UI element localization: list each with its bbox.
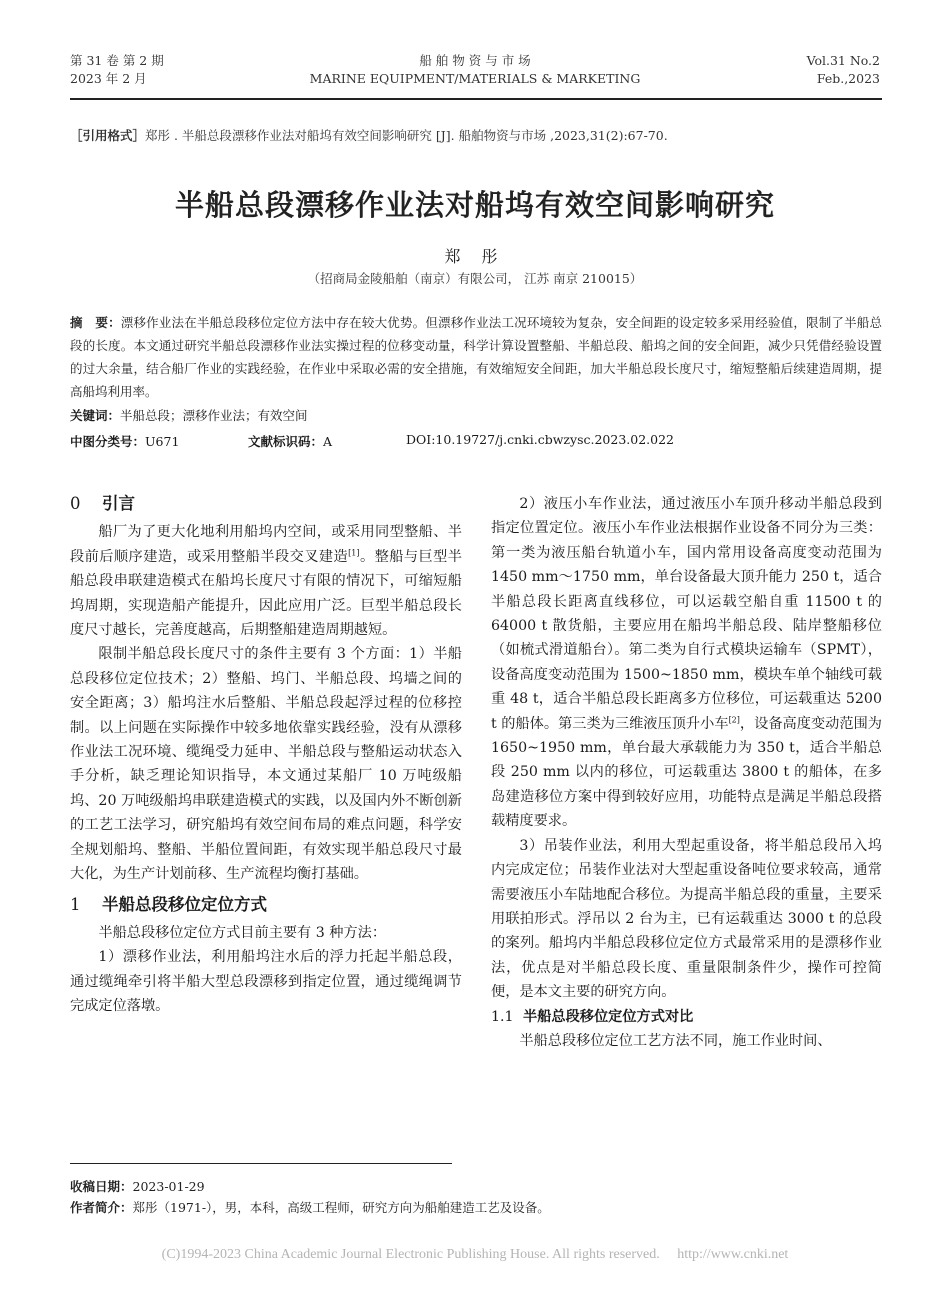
volume-issue: 第 31 卷 第 2 期 [70, 53, 164, 68]
received-value: 2023-01-29 [132, 1179, 205, 1194]
subsection-title: 半船总段移位定位方式对比 [523, 1008, 694, 1025]
paper-title: 半船总段漂移作业法对船坞有效空间影响研究 [174, 188, 775, 222]
author-name: 郑 彤 [444, 247, 506, 266]
keywords-text: 半船总段；漂移作业法；有效空间 [120, 408, 308, 423]
author-affiliation: （招商局金陵船舶（南京）有限公司， 江苏 南京 210015） [307, 271, 643, 286]
subsection-number: 1.1 [491, 1008, 514, 1025]
doi: DOI:10.19727/j.cnki.cbwzysc.2023.02.022 [406, 432, 674, 447]
section-title: 引言 [102, 494, 135, 513]
paragraph: 2）液压小车作业法，通过液压小车顶升移动半船总段到指定位置定位。液压小车作业法根据作业设备不同分为三类：第一类为液压船台轨道小车，国内常用设备高度变动范围为 1450 mm～1750 mm，单台设备最大顶升能力 250 t，适合半船总段长距离直线移位，可以运载空船自重 11500 t 的 64000 t 散货船，主要应用在船坞半船总段、陆岸整船移位（如梳式滑道船台）。第二类为自行式模块运输车（SPMT），设备高度变动范围为 1500~1850 mm，模块车单个轴线可载重 48 t，适合半船总段长距离多方位移位，可运载重达 5200 t 的船体。第三类为三维液压顶升小车[2]，设备高度变动范围为 1650~1950 mm，单台最大承载能力为 350 t，适合半船总段 250 mm 以内的移位，可运载重达 3800 t 的船体，在多岛建造移位方案中得到较好应用，功能特点是满足半船总段搭载精度要求。 [491, 496, 882, 830]
document-code-value: A [323, 434, 333, 449]
paragraph: 3）吊装作业法，利用大型起重设备，将半船总段吊入坞内完成定位；吊装作业法对大型起重设备吨位要求较高，通常需要液压小车陆地配合移位。为提高半船总段的重量，主要采用联拍形式。浮吊以 2 台为主，已有运载重达 3000 t 的总段的案列。船坞内半船总段移位定位方式最常采用的是漂移作业法，优点是对半船总段长度、重量限制条件少，操作可控简便，是本文主要的研究方向。 [491, 837, 882, 1001]
citation-ref: [1] [348, 548, 360, 558]
clc-number [70, 432, 179, 450]
paragraph: 船厂为了更大化地利用船坞内空间，或采用同型整船、半段前后顺序建造，或采用整船半段交叉建造[1]。整船与巨型半船总段串联建造模式在船坞长度尺寸有限的情况下，可缩短船坞周期，实现造船产能提升，因此应用广泛。巨型半船总段长度尺寸越长，完善度越高，后期整船建造周期越短。 [70, 524, 462, 639]
abstract-text: 漂移作业法在半船总段移位定位方法中存在较大优势。但漂移作业法工况环境较为复杂，安全间距的设定较多采用经验值，限制了半船总段的长度。本文通过研究半船总段漂移作业法实操过程的位移变动量，科学计算设置整船、半船总段、船坞之间的安全间距，减少只凭借经验设置的过大余量，结合船厂作业的实践经验，在作业中采取必需的安全措施，有效缩短安全间距，加大半船总段长度尺寸，缩短整船后续建造周期，提高船坞利用率。 [70, 315, 882, 399]
header-right [807, 52, 880, 88]
document-code-label: 文献标识码： [248, 434, 324, 449]
received-label: 收稿日期： [70, 1179, 133, 1194]
volume-en: Vol.31 No.2 [806, 53, 880, 68]
footnote-rule [70, 1163, 452, 1164]
left-column [70, 492, 462, 1019]
paragraph: 限制半船总段长度尺寸的条件主要有 3 个方面：1）半船总段移位定位技术；2）整船、坞门、半船总段、坞墙之间的安全距离；3）船坞注水后整船、半船总段起浮过程的位移控制。以上问题在实际操作中较多地依靠实践经验，没有从漂移作业法工况环境、缆绳受力延申、半船总段与整船运动状态入手分析，缺乏理论知识指导，本文通过某船厂 10 万吨级船坞、20 万吨级船坞串联建造模式的实践，以及国内外不断创新的工艺工法学习，研究船坞有效空间布局的难点问题，科学安全规划船坞、整船、半船位置间距，有效实现半船总段尺寸最大化，为生产计划前移、生产流程均衡打基础。 [70, 646, 462, 883]
keywords-label: 关键词： [70, 408, 121, 423]
citation-label: ［引用格式］ [70, 128, 146, 143]
bio-label: 作者简介： [70, 1200, 133, 1215]
section-title: 半船总段移位定位方式 [102, 894, 267, 914]
copyright-notice: (C)1994-2023 China Academic Journal Electronic Publishing House. All rights reserved. http://www.cnki.net [161, 1247, 789, 1262]
author-bio [70, 1198, 550, 1216]
journal-name-cn: 船 舶 物 资 与 市 场 [419, 53, 531, 68]
section-number: 0 [70, 494, 81, 513]
keywords [70, 406, 308, 424]
right-column [491, 492, 882, 1053]
paragraph: 半船总段移位定位方式目前主要有 3 种方法： [98, 924, 387, 941]
bio-value: 郑彤（1971-），男，本科，高级工程师，研究方向为船舶建造工艺及设备。 [132, 1200, 550, 1215]
date-en: Feb.,2023 [816, 71, 880, 86]
header-rule [70, 98, 882, 100]
citation-ref: [2] [728, 714, 740, 724]
abstract-label: 摘 要： [70, 315, 121, 330]
section-heading-1 [70, 893, 462, 917]
journal-name-en: MARINE EQUIPMENT/MATERIALS & MARKETING [309, 71, 641, 86]
section-heading-0 [70, 492, 462, 516]
citation-format [70, 126, 668, 144]
clc-label: 中图分类号： [70, 434, 146, 449]
document-code [248, 432, 332, 450]
citation-text: 郑彤 . 半船总段漂移作业法对船坞有效空间影响研究 [J]. 船舶物资与市场 ,2023,31(2):67-70. [145, 128, 668, 143]
clc-value: U671 [145, 434, 180, 449]
paragraph: 半船总段移位定位工艺方法不同，施工作业时间、 [519, 1032, 832, 1049]
section-number: 1 [70, 894, 81, 914]
subsection-heading-1-1 [491, 1005, 882, 1029]
abstract [70, 311, 882, 403]
received-date [70, 1177, 205, 1195]
paragraph: 1）漂移作业法，利用船坞注水后的浮力托起半船总段，通过缆绳牵引将半船大型总段漂移到指定位置，通过缆绳调节完成定位落墩。 [70, 949, 462, 1015]
issue-date: 2023 年 2 月 [70, 71, 147, 86]
